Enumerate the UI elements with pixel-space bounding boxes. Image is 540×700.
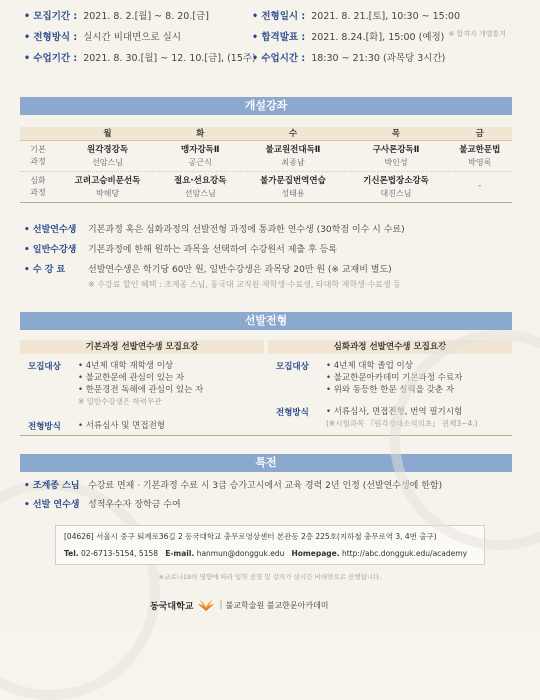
course-table: [20, 127, 512, 203]
institute-name: 불교학술원 불교한문아카데미: [225, 600, 329, 610]
tuition: • 수 강 료 선발연수생은 학기당 60만 원, 일반수강생은 과목당 20만 원 (※ 교재비 별도): [24, 265, 392, 275]
university-name: 동국대학교: [150, 601, 194, 612]
student-types: [24, 222, 514, 290]
benefit-selected: • 선발 연수생 성적우수자 장학금 수여: [24, 500, 181, 510]
dongguk-logo-icon: [197, 598, 215, 612]
contact-line: Tel. 02-6713-5154, 5158 E-mail. hanmun@dongguk.edu Homepage. http://abc.dongguk.edu/academy: [64, 549, 468, 558]
section-bar-selection: 선발전형: [20, 312, 512, 330]
day-header: 금: [448, 127, 512, 140]
phone[interactable]: 02-6713-5154, 5158: [81, 549, 159, 558]
student-type-selected: • 선발연수생 기본과정 혹은 심화과정의 선발전형 과정에 통과한 연수생 (30학점 이수 시 수료): [24, 225, 405, 235]
day-header: 목: [344, 127, 447, 140]
row-label: 기본 과정: [20, 140, 56, 171]
email-link[interactable]: hanmun@dongguk.edu: [196, 549, 285, 558]
day-header: 화: [159, 127, 241, 140]
info-item-recruit: • 모집기간 : 2021. 8. 2.[월] ~ 8. 20.[금]: [24, 11, 209, 22]
divider: [20, 435, 512, 436]
advanced-methods: 전형방식 • 서류심사, 면접전형, 번역 필기시험 (※시험과목 『원각경대소석의초』 권제3~4.): [276, 407, 478, 428]
selection-advanced-head: 심화과정 선발연수생 모집요강: [268, 340, 512, 354]
info-item-period: • 수업기간 : 2021. 8. 30.[월] ~ 12. 10.[금], (15주): [24, 53, 256, 64]
info-item-announce: • 합격발표 : 2021. 8.24.[화], 15:00 (예정) ※ 합격자 개별통지: [252, 30, 507, 43]
basic-targets: 모집대상 • 4년제 대학 재학생 이상 • 불교한문에 관심이 있는 자 • 한문경전 독해에 관심이 있는 자 ※ 일반수강생은 학력무관: [28, 361, 204, 406]
info-item-exam-date: • 전형일시 : 2021. 8. 21.[토], 10:30 ~ 15:00: [252, 11, 460, 22]
course-cell: 불가문집번역연습 성태용: [241, 171, 344, 202]
course-row-basic: [20, 140, 512, 171]
info-item-class-time: • 수업시간 : 18:30 ~ 21:30 (과목당 3시간): [252, 53, 446, 64]
course-table-header: [20, 127, 512, 140]
contact-box: [55, 525, 485, 565]
course-cell: 맹자강독Ⅱ 공근식: [159, 140, 241, 171]
row-label: 심화 과정: [20, 171, 56, 202]
footer-logo: 동국대학교 | 불교학술원 불교한문아카데미: [150, 600, 329, 612]
section-bar-courses: 개설강좌: [20, 97, 512, 115]
student-type-general: • 일반수강생 기본과정에 한해 원하는 과목을 선택하여 수강원서 제출 후 등록: [24, 245, 337, 255]
advanced-targets: 모집대상 • 4년제 대학 졸업 이상 • 불교한문아카데미 기본과정 수료자 • 위와 동등한 한문 실력을 갖춘 자: [276, 361, 463, 395]
course-cell: 절요·선요강독 선암스님: [159, 171, 241, 202]
day-header: 월: [56, 127, 159, 140]
course-cell: 불교한문법 박영록: [448, 140, 512, 171]
selection-advanced: [268, 340, 512, 428]
course-cell: -: [448, 171, 512, 202]
address: [04626] 서울시 중구 퇴계로36길 2 동국대학교 충무로영상센터 본관동 2층 225호(지하철 충무로역 3, 4번 출구): [64, 532, 437, 541]
tuition-discount-note: ※ 수강료 할인 혜택 : 조계종 스님, 동국대 교직원·재학생·수료생, 타대학 재학생·수료생 등: [88, 280, 401, 289]
selection-table: [20, 340, 512, 436]
course-cell: 불교원전대독Ⅱ 최종남: [241, 140, 344, 171]
benefits-list: [24, 478, 442, 516]
section-bar-benefits: 특전: [20, 454, 512, 472]
course-row-advanced: [20, 171, 512, 202]
covid-notice: ※코로나19의 영향에 따라 입학 전형 및 강의가 실시간 비대면으로 진행됩니다.: [158, 573, 382, 581]
course-cell: 구사론강독Ⅱ 박인성: [344, 140, 447, 171]
course-cell: 원각경강독 선암스님: [56, 140, 159, 171]
selection-basic-head: 기본과정 선발연수생 모집요강: [20, 340, 264, 354]
info-item-method: • 전형방식 : 실시간 비대면으로 실시: [24, 32, 182, 43]
homepage-link[interactable]: http://abc.dongguk.edu/academy: [341, 549, 468, 558]
benefit-monk: • 조계종 스님 수강료 면제 · 기본과정 수료 시 3급 승가고시에서 교육 경력 2년 인정 (선발연수생에 한함): [24, 481, 443, 491]
course-cell: 고려고승비문선독 박해당: [56, 171, 159, 202]
course-cell: 기신론법장소강독 대진스님: [344, 171, 447, 202]
selection-basic: [20, 340, 264, 432]
day-header: 수: [241, 127, 344, 140]
basic-methods: 전형방식 • 서류심사 및 면접전형: [28, 421, 166, 432]
